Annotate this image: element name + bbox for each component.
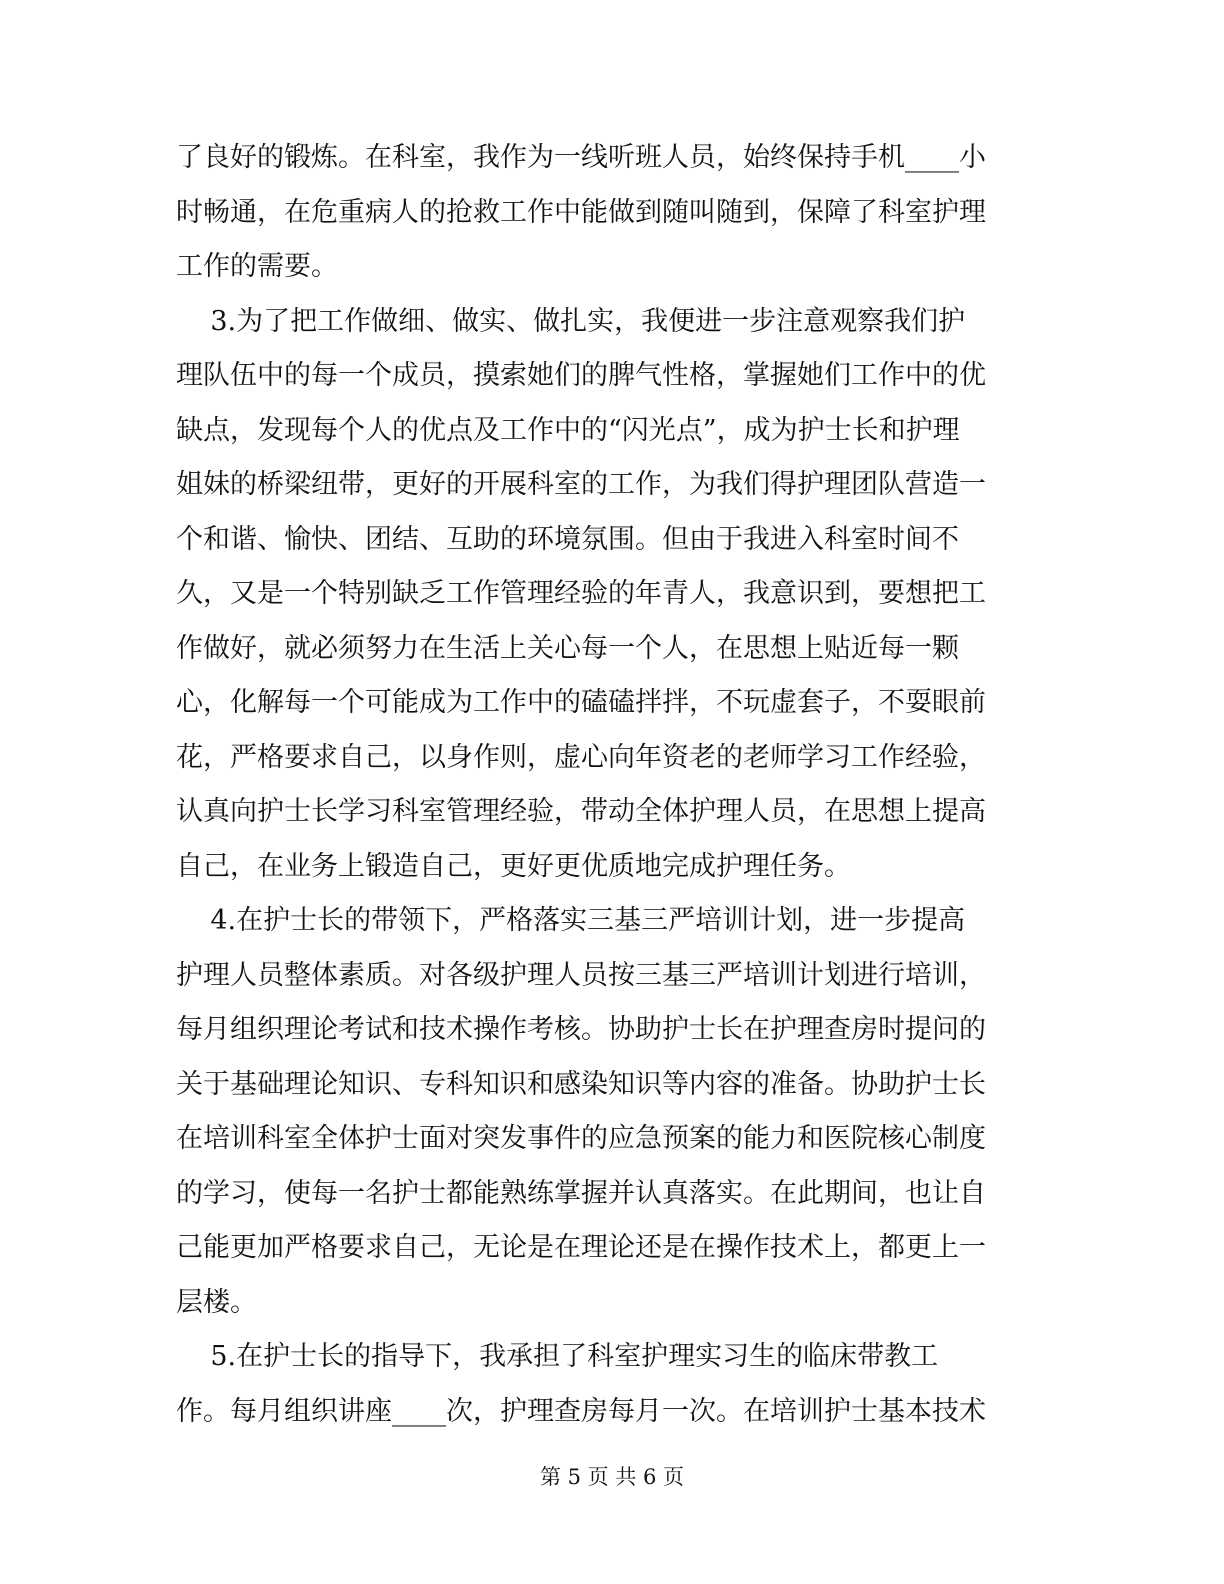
text-line: 关于基础理论知识、专科知识和感染知识等内容的准备。协助护士长 [176, 1068, 986, 1100]
text-line: 的学习，使每一名护士都能熟练掌握并认真落实。在此期间，也让自 [176, 1177, 986, 1209]
paragraph-5-start: 5.在护士长的指导下，我承担了科室护理实习生的临床带教工 [176, 1341, 939, 1372]
text-line: 缺点，发现每个人的优点及工作中的“闪光点”，成为护士长和护理 [176, 414, 960, 446]
page-number-footer: 第 5 页 共 6 页 [539, 1465, 685, 1489]
text-line: 自己，在业务上锻造自己，更好更优质地完成护理任务。 [176, 850, 851, 882]
text-line: 久，又是一个特别缺乏工作管理经验的年青人，我意识到，要想把工 [176, 578, 986, 609]
paragraph-4-start: 4.在护士长的带领下，严格落实三基三严培训计划，进一步提高 [176, 905, 966, 936]
text-line: 花，严格要求自己，以身作则，虚心向年资老的老师学习工作经验， [176, 741, 986, 773]
text-line: 在培训科室全体护士面对突发事件的应急预案的能力和医院核心制度 [176, 1123, 986, 1154]
text-line: 每月组织理论考试和技术操作考核。协助护士长在护理查房时提问的 [176, 1014, 986, 1045]
text-line: 了良好的锻炼。在科室，我作为一线听班人员，始终保持手机____小 [176, 142, 986, 173]
text-line: 护理人员整体素质。对各级护理人员按三基三严培训计划进行培训， [176, 959, 986, 991]
paragraph-3-start: 3.为了把工作做细、做实、做扎实，我便进一步注意观察我们护 [176, 305, 966, 337]
text-line: 姐妹的桥梁纽带，更好的开展科室的工作，为我们得护理团队营造一 [176, 469, 986, 500]
text-line: 工作的需要。 [176, 251, 338, 282]
text-line: 作。每月组织讲座____次，护理查房每月一次。在培训护士基本技术 [176, 1395, 986, 1427]
text-line: 层楼。 [176, 1286, 257, 1318]
text-line: 个和谐、愉快、团结、互助的环境氛围。但由于我进入科室时间不 [176, 523, 959, 555]
text-line: 理队伍中的每一个成员，摸索她们的脾气性格，掌握她们工作中的优 [176, 360, 986, 391]
text-line: 认真向护士长学习科室管理经验，带动全体护理人员，在思想上提高 [176, 796, 986, 827]
text-line: 时畅通，在危重病人的抢救工作中能做到随叫随到，保障了科室护理 [176, 196, 986, 228]
text-line: 己能更加严格要求自己，无论是在理论还是在操作技术上，都更上一 [176, 1232, 986, 1263]
text-line: 作做好，就必须努力在生活上关心每一个人，在思想上贴近每一颗 [176, 632, 959, 664]
text-line: 心，化解每一个可能成为工作中的磕磕拌拌，不玩虚套子，不耍眼前 [176, 687, 986, 718]
body-text [176, 131, 1016, 1439]
